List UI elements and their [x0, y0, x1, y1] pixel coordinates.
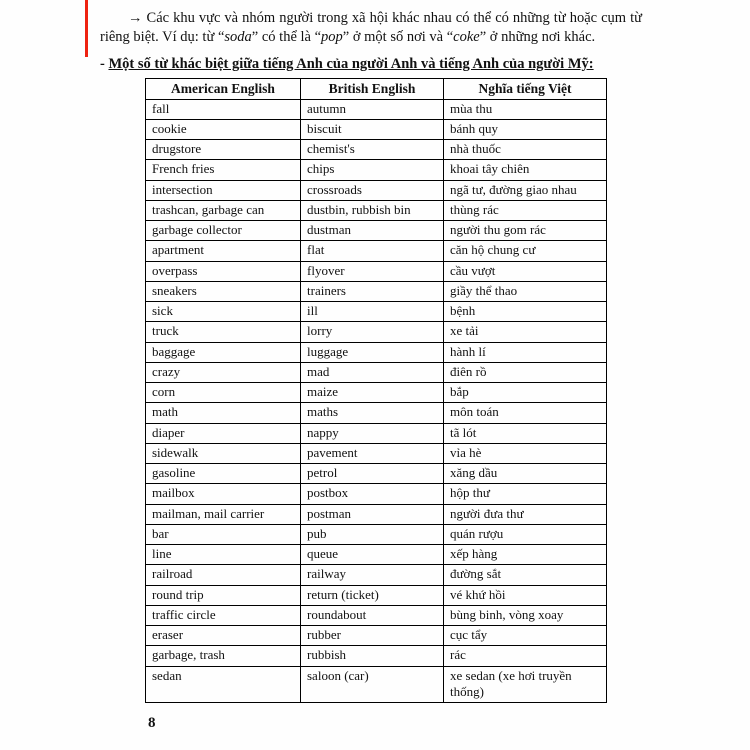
vocab-table-body — [146, 99, 607, 703]
table-cell: tã lót — [444, 423, 607, 443]
table-cell: mùa thu — [444, 99, 607, 119]
table-cell: khoai tây chiên — [444, 160, 607, 180]
table-row — [146, 302, 607, 322]
table-cell: truck — [146, 322, 301, 342]
table-row — [146, 261, 607, 281]
table-cell: dustman — [301, 221, 444, 241]
table-cell: rác — [444, 646, 607, 666]
table-row — [146, 200, 607, 220]
table-cell: diaper — [146, 423, 301, 443]
table-cell: corn — [146, 383, 301, 403]
table-row — [146, 160, 607, 180]
table-cell: eraser — [146, 626, 301, 646]
section-heading — [100, 55, 642, 74]
table-row — [146, 484, 607, 504]
table-cell: drugstore — [146, 140, 301, 160]
table-cell: nappy — [301, 423, 444, 443]
table-cell: xe tải — [444, 322, 607, 342]
table-cell: bar — [146, 524, 301, 544]
table-cell: postman — [301, 504, 444, 524]
table-cell: traffic circle — [146, 605, 301, 625]
col-header-british-english: British English — [301, 78, 444, 99]
table-row — [146, 464, 607, 484]
table-cell: mad — [301, 362, 444, 382]
table-cell: queue — [301, 545, 444, 565]
table-row — [146, 342, 607, 362]
table-cell: quán rượu — [444, 524, 607, 544]
table-cell: pub — [301, 524, 444, 544]
table-cell: môn toán — [444, 403, 607, 423]
table-cell: chips — [301, 160, 444, 180]
vocab-table-header — [146, 78, 607, 99]
table-row — [146, 362, 607, 382]
table-row — [146, 565, 607, 585]
table-cell: intersection — [146, 180, 301, 200]
table-cell: saloon (car) — [301, 666, 444, 703]
table-row — [146, 322, 607, 342]
table-cell: sick — [146, 302, 301, 322]
table-cell: railroad — [146, 565, 301, 585]
table-cell: gasoline — [146, 464, 301, 484]
table-row — [146, 545, 607, 565]
table-cell: sedan — [146, 666, 301, 703]
heading-text: Một số từ khác biệt giữa tiếng Anh của người Anh và tiếng Anh của người Mỹ: — [108, 55, 594, 72]
table-cell: sneakers — [146, 281, 301, 301]
table-cell: rubber — [301, 626, 444, 646]
table-cell: garbage, trash — [146, 646, 301, 666]
table-cell: đường sắt — [444, 565, 607, 585]
table-cell: return (ticket) — [301, 585, 444, 605]
table-cell: maths — [301, 403, 444, 423]
table-cell: maize — [301, 383, 444, 403]
intro-text-segment: ” ở những nơi khác. — [479, 29, 596, 46]
table-cell: crossroads — [301, 180, 444, 200]
table-cell: postbox — [301, 484, 444, 504]
table-row — [146, 180, 607, 200]
intro-text-segment: coke — [453, 29, 480, 46]
table-cell: hộp thư — [444, 484, 607, 504]
table-cell: ngã tư, đường giao nhau — [444, 180, 607, 200]
table-cell: French fries — [146, 160, 301, 180]
table-cell: crazy — [146, 362, 301, 382]
header-row — [146, 78, 607, 99]
table-row — [146, 221, 607, 241]
table-row — [146, 140, 607, 160]
table-cell: bắp — [444, 383, 607, 403]
vocab-table — [145, 78, 607, 704]
table-cell: giầy thể thao — [444, 281, 607, 301]
table-cell: baggage — [146, 342, 301, 362]
intro-paragraph — [100, 9, 642, 48]
table-cell: lorry — [301, 322, 444, 342]
table-row — [146, 383, 607, 403]
table-row — [146, 626, 607, 646]
table-cell: apartment — [146, 241, 301, 261]
table-row — [146, 403, 607, 423]
table-row — [146, 605, 607, 625]
table-row — [146, 423, 607, 443]
table-cell: mailman, mail carrier — [146, 504, 301, 524]
table-cell: bệnh — [444, 302, 607, 322]
table-cell: người thu gom rác — [444, 221, 607, 241]
page-number: 8 — [148, 715, 156, 732]
table-row — [146, 666, 607, 703]
table-row — [146, 281, 607, 301]
table-cell: thùng rác — [444, 200, 607, 220]
table-cell: garbage collector — [146, 221, 301, 241]
table-cell: vỉa hè — [444, 443, 607, 463]
table-cell: rubbish — [301, 646, 444, 666]
table-cell: cục tẩy — [444, 626, 607, 646]
table-row — [146, 504, 607, 524]
table-cell: dustbin, rubbish bin — [301, 200, 444, 220]
table-cell: người đưa thư — [444, 504, 607, 524]
table-cell: sidewalk — [146, 443, 301, 463]
table-cell: petrol — [301, 464, 444, 484]
intro-text-segment: soda — [224, 29, 252, 46]
table-cell: xe sedan (xe hơi truyền thống) — [444, 666, 607, 703]
table-row — [146, 585, 607, 605]
table-cell: xăng dầu — [444, 464, 607, 484]
table-cell: flyover — [301, 261, 444, 281]
table-cell: flat — [301, 241, 444, 261]
table-row — [146, 241, 607, 261]
col-header-vietnamese-meaning: Nghĩa tiếng Việt — [444, 78, 607, 99]
table-cell: trainers — [301, 281, 444, 301]
table-cell: nhà thuốc — [444, 140, 607, 160]
table-cell: luggage — [301, 342, 444, 362]
table-cell: roundabout — [301, 605, 444, 625]
intro-text-segment: pop — [321, 29, 343, 46]
table-cell: hành lí — [444, 342, 607, 362]
table-cell: line — [146, 545, 301, 565]
heading-dash: - — [100, 55, 109, 72]
table-row — [146, 119, 607, 139]
intro-text-segment: ” ở một số nơi và “ — [342, 29, 454, 46]
table-cell: bánh quy — [444, 119, 607, 139]
table-cell: fall — [146, 99, 301, 119]
table-cell: overpass — [146, 261, 301, 281]
table-row — [146, 524, 607, 544]
table-row — [146, 646, 607, 666]
table-cell: biscuit — [301, 119, 444, 139]
col-header-american-english: American English — [146, 78, 301, 99]
table-cell: cookie — [146, 119, 301, 139]
table-cell: điên rồ — [444, 362, 607, 382]
table-cell: chemist's — [301, 140, 444, 160]
table-cell: round trip — [146, 585, 301, 605]
table-row — [146, 443, 607, 463]
table-cell: vé khứ hồi — [444, 585, 607, 605]
table-cell: autumn — [301, 99, 444, 119]
table-cell: math — [146, 403, 301, 423]
table-cell: pavement — [301, 443, 444, 463]
table-cell: bùng binh, vòng xoay — [444, 605, 607, 625]
table-cell: ill — [301, 302, 444, 322]
table-cell: xếp hàng — [444, 545, 607, 565]
table-cell: trashcan, garbage can — [146, 200, 301, 220]
table-cell: căn hộ chung cư — [444, 241, 607, 261]
intro-text-segment: ” có thể là “ — [251, 29, 322, 46]
table-cell: railway — [301, 565, 444, 585]
table-cell: mailbox — [146, 484, 301, 504]
table-cell: cầu vượt — [444, 261, 607, 281]
left-margin-accent-line — [85, 0, 88, 57]
table-row — [146, 99, 607, 119]
intro-text-segment: → Các khu vực và nhóm người trong xã hội khác nhau có thể có những từ hoặc cụm từ riêng biệt. Ví dụ: từ “ — [100, 10, 642, 46]
